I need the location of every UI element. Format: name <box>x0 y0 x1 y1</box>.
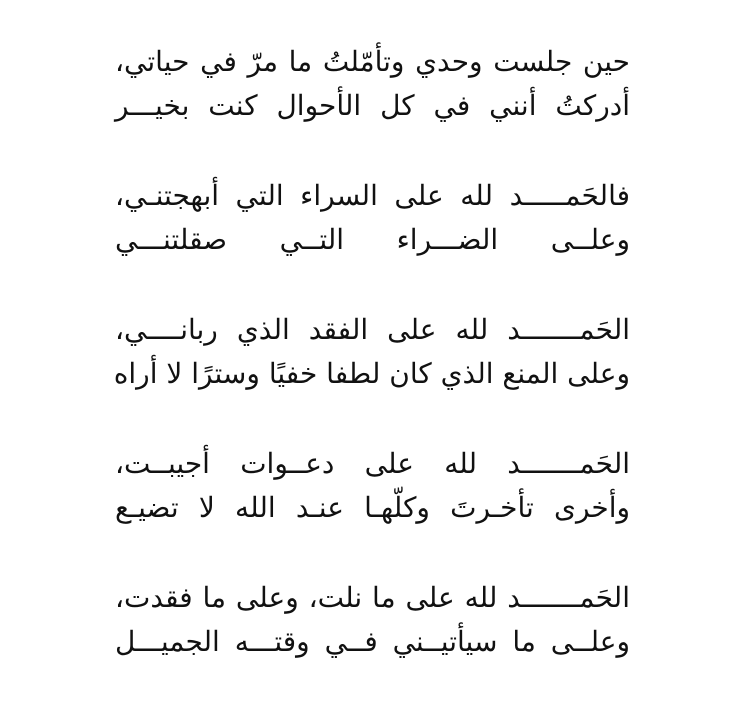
stanza-4 <box>115 442 630 530</box>
poem-line: وعلى المنع الذي كان لطفا خفيًا وسترًا لا أراه <box>113 357 630 390</box>
poem-line: وعلــى الضـــراء التــي صقلتنـــي <box>115 223 630 256</box>
stanza-1 <box>115 40 630 128</box>
stanza-3 <box>115 308 630 396</box>
poem-line: وعلــى ما سيأتيــني فــي وقتـــه الجميـــل <box>115 625 630 658</box>
stanza-5 <box>115 576 630 664</box>
poem-line: وأخرى تأخـرتَ وكلّهـا عنـد الله لا تضيـع <box>115 491 630 524</box>
poem-line: فالحَمـــــد لله على السراء التي أبهجتنـي، <box>115 179 630 212</box>
poem-line: حين جلست وحدي وتأمّلتُ ما مرّ في حياتي، <box>115 45 630 78</box>
poem-line: أدركتُ أنني في كل الأحوال كنت بخيـــر <box>115 89 630 122</box>
poem-line: الحَمـــــــد لله على الفقد الذي ربانــــي، <box>115 313 630 346</box>
poem <box>115 40 630 710</box>
poem-line: الحَمـــــــد لله على ما نلت، وعلى ما فقدت، <box>115 581 630 614</box>
poem-line: الحَمـــــــد لله على دعــوات أجيبــت، <box>115 447 630 480</box>
stanza-2 <box>115 174 630 262</box>
